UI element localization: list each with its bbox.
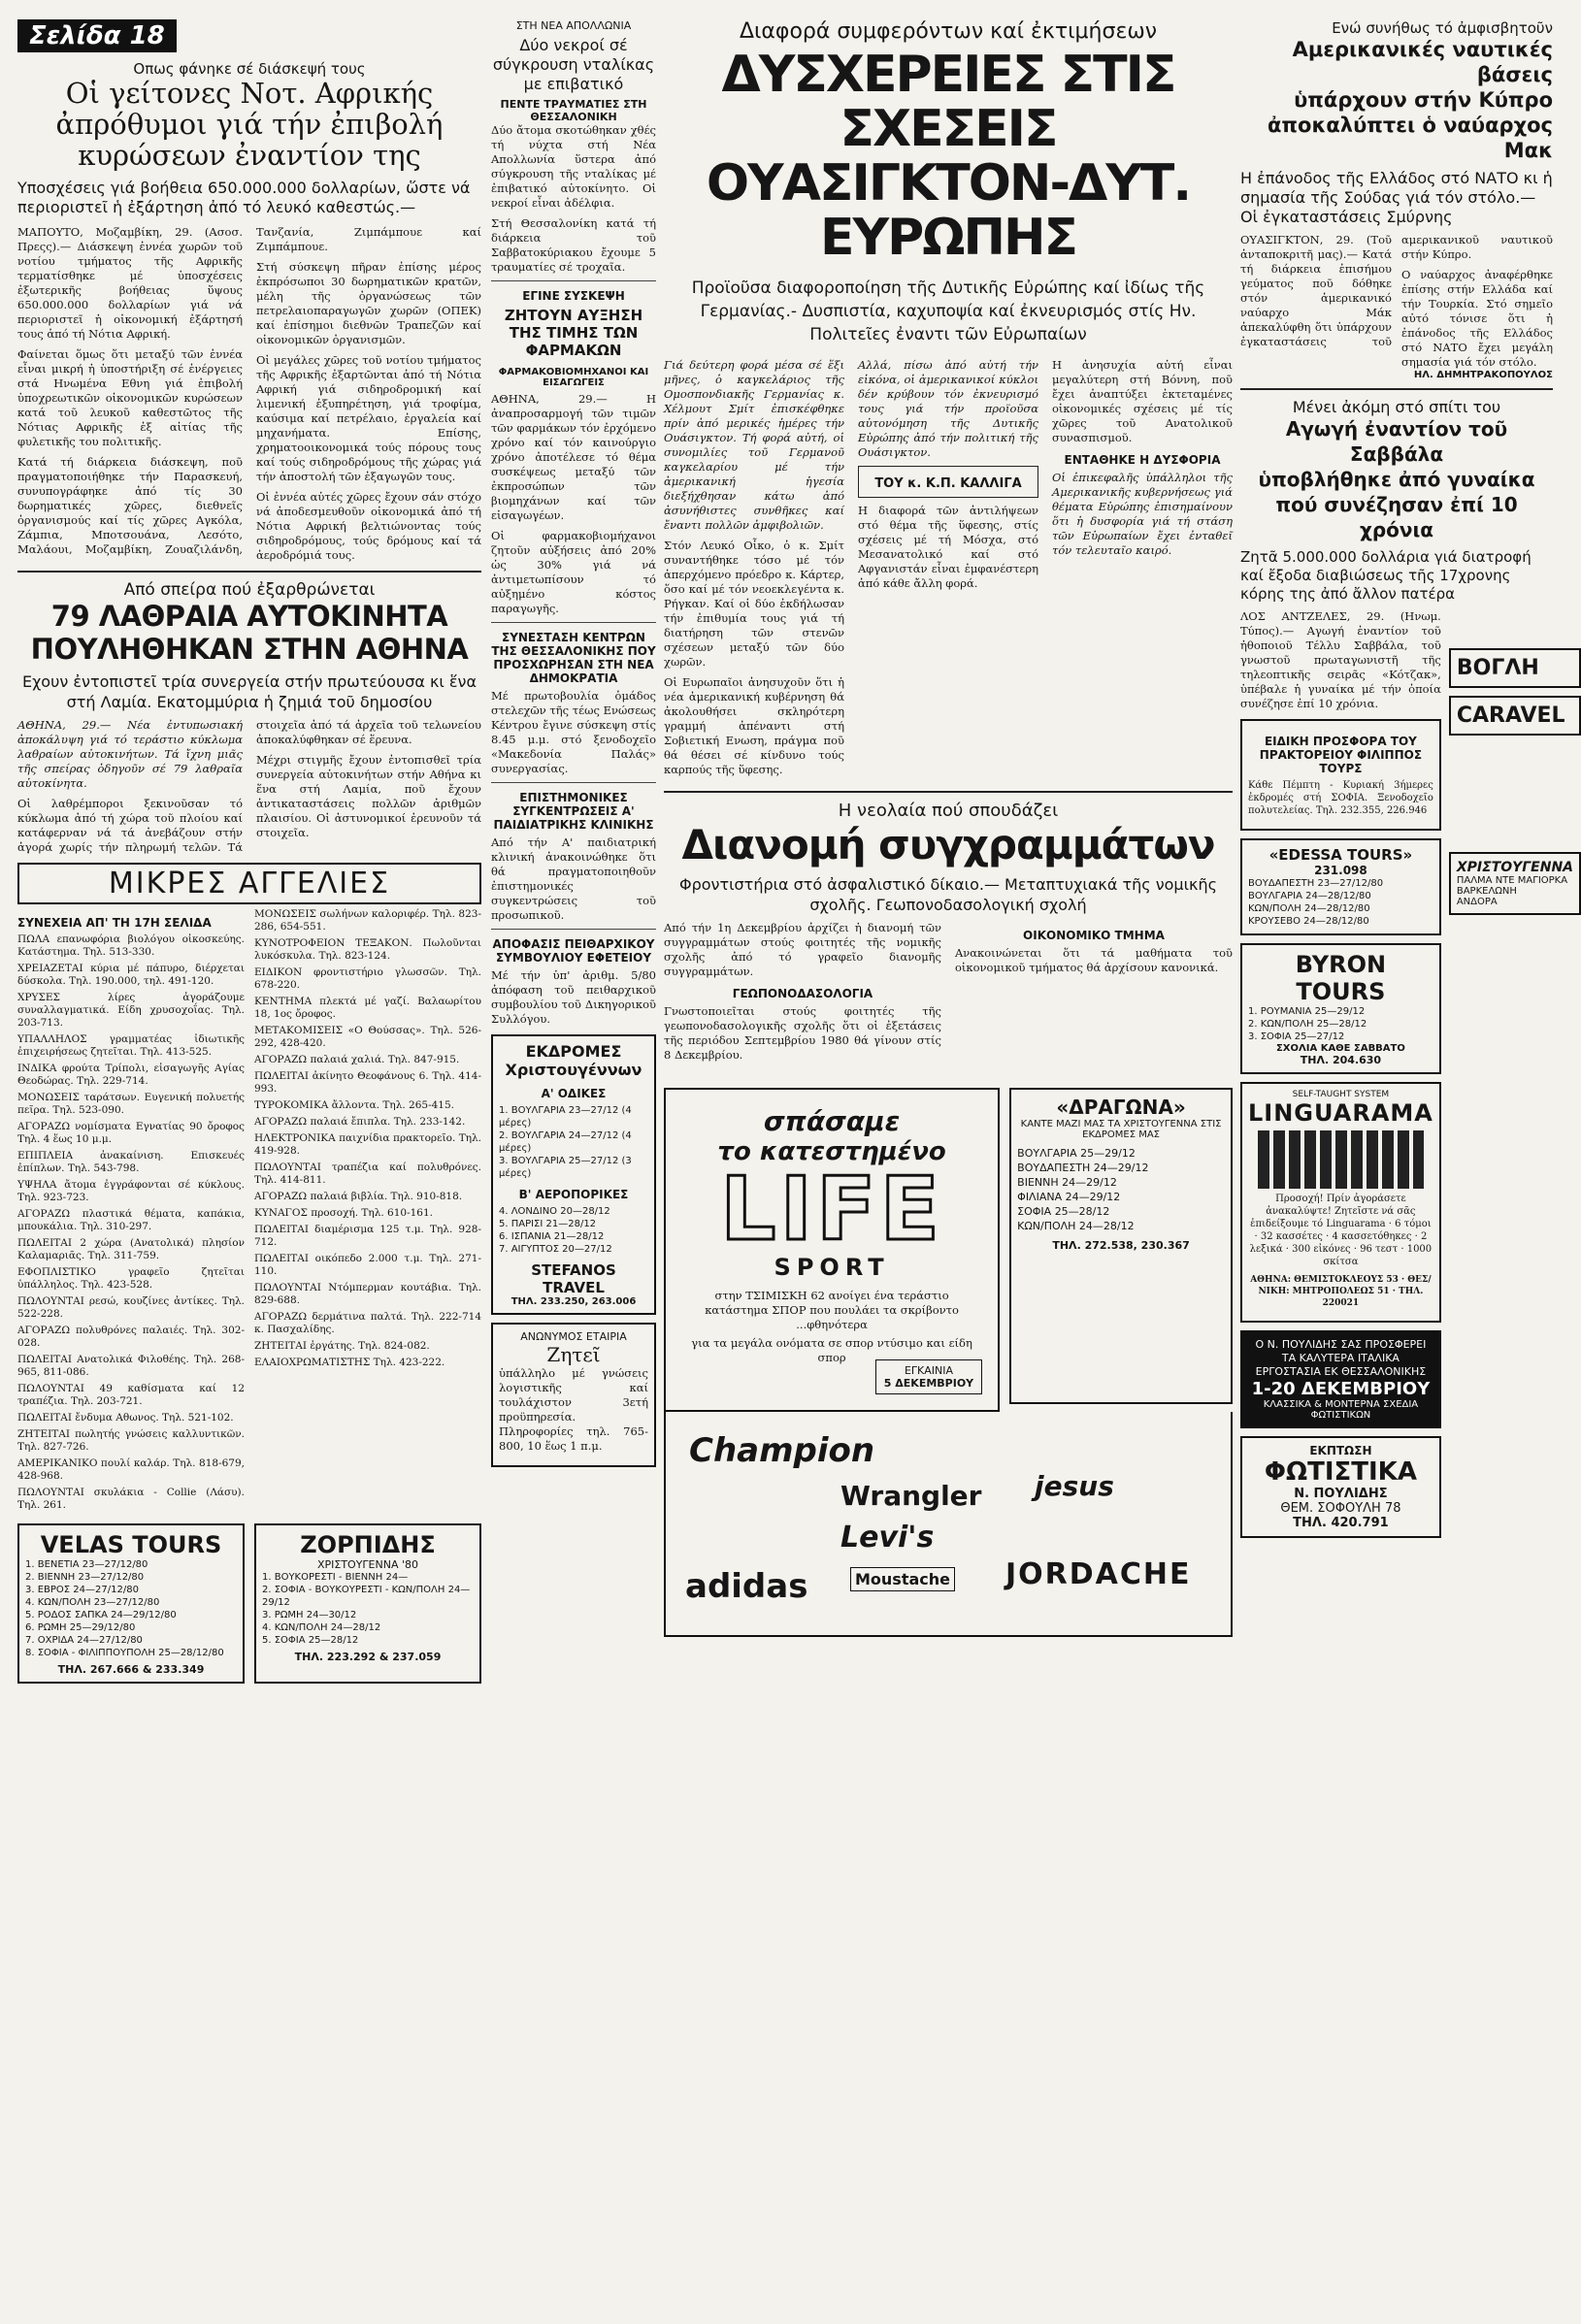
ad-title: «ΔΡΑΓΩΝΑ» — [1056, 1096, 1186, 1119]
paragraph: Στή σύσκεψη πῆραν ἐπίσης μέρος ἐκπρόσωποι 30 δωρηματικῶν κρατῶν, μέλη τῆς ὀργανώσεως τῶν πετρελαιοπαραγωγῶν χωρῶν (ΟΠΕΚ) καί ἐπίσημοι διεθνῶν Τραπεζῶν καί οἰκονομικῶν ὀργανισμῶν. — [256, 260, 481, 346]
ad-list-item: 2. ΣΟΦΙΑ - ΒΟΥΚΟΥΡΕΣΤΙ - ΚΩΝ/ΠΟΛΗ 24—29/12 — [262, 1585, 471, 1608]
classified-ad: ΑΓΟΡΑΖΩ νομίσματα Εγνατίας 90 ὄροφος Τηλ. 4 ἕως 10 μ.μ. — [17, 1121, 245, 1145]
ad-title: ΧΡΙΣΤΟΥΓΕΝΝΑ — [1456, 860, 1574, 875]
ad-list — [1248, 1005, 1433, 1043]
classified-ad: ΑΓΟΡΑΖΩ πλαστικά θέματα, καπάκια, μπουκάλια. Τηλ. 310-297. — [17, 1208, 245, 1232]
ad-list-item: 2. ΚΩΝ/ΠΟΛΗ 25—28/12 — [1248, 1019, 1367, 1030]
article-subhead: Ζητᾶ 5.000.000 δολλάρια γιά διατροφή καί ἔξοδα διαβιώσεως τῆς 17χρονης κόρης της ἀπό ἄλλον πατέρα — [1240, 548, 1532, 603]
life-ad-text: στην ΤΣΙΜΙΣΚΗ 62 ανοίγει ένα τεράστιο κατάστημα ΣΠΟΡ που πουλάει τα σκρίβοντο ...φθηνότερα — [705, 1289, 959, 1331]
ad-list-item: 6. ΙΣΠΑΝΙΑ 21—28/12 — [499, 1231, 605, 1242]
section-heading: ΕΠΙΣΤΗΜΟΝΙΚΕΣ ΣΥΓΚΕΝΤΡΩΣΕΙΣ Α' ΠΑΙΔΙΑΤΡΙΚΗΣ ΚΛΙΝΙΚΗΣ — [493, 791, 654, 832]
paragraph: Αλλά, πίσω ἀπό αὐτή τήν εἰκόνα, οἱ ἀμερικανικοί κύκλοι δέν κρύβουν τόν ἐκνευρισμό τους γιά τήν προϊοῦσα αὐτονόμηση τῆς Δυτικῆς Εὐρώπης ἀπό τήν πολιτική τῆς Ουάσιγκτον. — [858, 358, 1038, 459]
ad-list-item: 3. ΕΒΡΟΣ 24—27/12/80 — [25, 1585, 139, 1595]
ad-list-item: 6. ΡΩΜΗ 25—29/12/80 — [25, 1622, 136, 1633]
article-kicker: Μένει ἀκόμη στό σπίτι του — [1292, 398, 1501, 416]
paragraph: Γιά δεύτερη φορά μέσα σέ ἕξι μῆνες, ὁ καγκελάριος τῆς Ομοσπονδιακῆς Γερμανίας κ. Χέλμουτ Σμίτ ἐπισκέφθηκε πρίν ἀπό μερικές ἡμέρες τήν Ουάσιγκτον. Τή φορά αὐτή, οἱ συνομιλίες τοῦ Γερμανοῦ καγκελαρίου μέ τήν ἀμερικανική ἡγεσία διεξήχθησαν κάτω ἀπό ἀσυνήθιστες συνθῆκες καί ἔναντι πολλῶν ἀμφιβολιῶν. — [664, 358, 844, 532]
section-heading: ΕΓΙΝΕ ΣΥΣΚΕΨΗ — [522, 289, 625, 303]
divider — [491, 929, 656, 930]
life-logo-sport: SPORT — [774, 1254, 890, 1281]
classified-ad: ΕΦΟΠΛΙΣΤΙΚΟ γραφεῖο ζητεῖται ὑπάλληλος. Τηλ. 423-528. — [17, 1266, 245, 1291]
paragraph: Οἱ λαθρέμποροι ξεκινοῦσαν τό κύκλωμα ἀπό τή χώρα τοῦ πλοίου καί κατάφερναν νά τά ἀνεβάζουν στήν ἀγορά χωρίς τήν πληρωμή τελῶν. Τά στοιχεῖα ἀπό τά ἀρχεῖα τοῦ τελωνείου ἀποκαλύφθηκαν σέ ἕρευνα. — [17, 718, 481, 854]
classified-ad: ΖΗΤΕΙΤΑΙ ἐργάτης. Τηλ. 824-082. — [254, 1340, 430, 1352]
classifieds-title: ΜΙΚΡΕΣ ΑΓΓΕΛΙΕΣ — [108, 867, 391, 900]
section-heading: ΟΙΚΟΝΟΜΙΚΟ ΤΜΗΜΑ — [1023, 929, 1165, 942]
headline-line: κυρώσεων ἐναντίον της — [78, 139, 421, 172]
classified-ad: ΠΩΛΕΙΤΑΙ ἀκίνητο Θεοφάνους 6. Τηλ. 414-993. — [254, 1070, 481, 1095]
brand-adidas: adidas — [685, 1567, 808, 1606]
ad-contact: ΤΗΛ. 204.630 — [1300, 1054, 1382, 1066]
paragraph: Οἱ ἐπικεφαλῆς ὑπάλληλοι τῆς Αμερικανικῆς κυβερνήσεως γιά θέματα Εὐρώπης ἐπισημαίνουν ὅτι ἡ δυσφορία γιά τή στάση τῶν Εὐρωπαίων ἔχει ἐνταθεῖ τόν τελευταῖο καιρό. — [1052, 471, 1233, 557]
special-offer-ad — [1240, 719, 1441, 831]
ad-list-item: ΚΩΝ/ΠΟΛΗ 24—28/12/80 — [1248, 903, 1370, 914]
brand-moustache: Moustache — [850, 1567, 955, 1591]
ad-list-item: ΒΟΥΛΓΑΡΙΑ 25—29/12 — [1017, 1147, 1136, 1160]
headline-line: Αγωγή ἐναντίον τοῦ Σαββάλα — [1285, 417, 1508, 466]
column-1 — [17, 19, 481, 1684]
classified-ad: ΥΠΑΛΛΗΛΟΣ γραμματέας ἰδιωτικῆς ἐπιχειρήσεως ζητεῖται. Τηλ. 413-525. — [17, 1033, 245, 1058]
paragraph: Ανακοινώνεται ὅτι τά μαθήματα τοῦ οἰκονομικοῦ τμήματος θά ἀρχίσουν κανονικά. — [955, 946, 1233, 974]
paragraph: Οἱ ἐννέα αὐτές χῶρες ἔχουν σάν στόχο νά ἀποδεσμευθοῦν οἰκονομικά ἀπό τή Νότια Αφρική βελτιώνοντας τούς σιδηροδρόμους, τούς δρόμους καί τά ἀεροδρόμιά τους. — [256, 490, 481, 562]
article-body — [664, 358, 1233, 783]
article-kicker: ΣΤΗ ΝΕΑ ΑΠΟΛΛΩΝΙΑ — [515, 19, 632, 32]
ad-list-item: ΚΩΝ/ΠΟΛΗ 24—28/12 — [1017, 1220, 1135, 1232]
classified-ad: ΑΓΟΡΑΖΩ παλαιά χαλιά. Τηλ. 847-915. — [254, 1054, 460, 1065]
article-headline — [17, 600, 481, 666]
classified-ad: ΠΩΛΕΙΤΑΙ οικόπεδο 2.000 τ.μ. Τηλ. 271-110. — [254, 1253, 481, 1277]
headline-line: ΔΥΣΧΕΡΕΙΕΣ ΣΤΙΣ ΣΧΕΣΕΙΣ — [721, 46, 1175, 158]
classifieds-banner — [17, 863, 481, 904]
classifieds-column — [254, 908, 481, 1516]
paragraph: Στόν Λευκό Οἶκο, ὁ κ. Σμίτ συναντήθηκε τόσο μέ τόν ἀπερχόμενο πρόεδρο κ. Κάρτερ, ὅσο καί μέ τόν νεοεκλεγέντα κ. Ρήγκαν. Καί οἱ δύο ἐκδήλωσαν τήν ἐπιθυμία τους γιά τή διατήρηση τῶν στενῶν σχέσεων μεταξύ τῶν δύο χωρῶν. — [664, 539, 844, 669]
classified-ad: ΠΩΛΟΥΝΤΑΙ ρεσώ, κουζίνες ἀντίκες. Τηλ. 522-228. — [17, 1295, 245, 1320]
headline-line: ὑπάρχουν στήν Κύπρο — [1294, 88, 1553, 112]
ad-subtitle: ΚΑΝΤΕ ΜΑΖΙ ΜΑΣ ΤΑ ΧΡΙΣΤΟΥΓΕΝΝΑ ΣΤΙΣ ΕΚΔΡΟΜΕΣ ΜΑΣ — [1020, 1119, 1222, 1140]
paragraph: Οἱ Ευρωπαῖοι ἀνησυχοῦν ὅτι ἡ νέα ἀμερικανική κυβέρνηση θά ἀκολουθήσει σκληρότερη γραμμή ἀπέναντι στή Σοβιετική Ενωση, πράγμα ποῦ θά θέσει σέ κίνδυνο τούς καρπούς τῆς ὕφεσης. — [664, 675, 844, 776]
brands-strip — [664, 1412, 1233, 1637]
section-heading: ΕΝΤΑΘΗΚΕ Η ΔΥΣΦΟΡΙΑ — [1064, 453, 1221, 467]
brand-jesus: jesus — [1035, 1470, 1114, 1502]
divider — [17, 571, 481, 573]
text-column — [664, 358, 844, 783]
column-2 — [491, 19, 656, 1475]
classified-ad: ΚΥΝΟΤΡΟΦΕΙΟΝ ΤΕΞΑΚΟΝ. Πωλοῦνται λυκόσκυλα. Τηλ. 823-124. — [254, 937, 481, 962]
classified-ad: ΠΩΛΕΙΤΑΙ 2 χώρα (Ανατολικά) πλησίον Καλαμαριᾶς. Τηλ. 311-759. — [17, 1237, 245, 1261]
article-body — [664, 921, 1233, 1068]
side-ads-strip — [1449, 609, 1581, 1546]
article-headline — [1240, 37, 1553, 163]
zorpidis-ad — [254, 1523, 481, 1684]
ad-list-item: 1. ΡΟΥΜΑΝΙΑ 25—29/12 — [1248, 1006, 1366, 1017]
classified-ad: ΥΨΗΛΑ ἄτομα ἐγγράφονται σέ κύκλους. Τηλ. 923-723. — [17, 1179, 245, 1203]
ad-title: ΖΟΡΠΙΔΗΣ — [300, 1531, 436, 1558]
column-3 — [664, 19, 1233, 1637]
ad-list-item: ΒΟΥΔΑΠΕΣΤΗ 24—29/12 — [1017, 1162, 1149, 1174]
classified-ad: ΗΛΕΚΤΡΟΝΙΚΑ παιχνίδια πρακτορεῖο. Τηλ. 419-928. — [254, 1132, 481, 1157]
company-ad — [491, 1323, 656, 1467]
ad-text: Ο Ν. ΠΟΥΛΙΔΗΣ ΣΑΣ ΠΡΟΣΦΕΡΕΙ ΤΑ ΚΑΛΥΤΕΡΑ ΙΤΑΛΙΚΑ ΕΡΓΟΣΤΑΣΙΑ ΕΚ ΘΕΣΣΑΛΟΝΙΚΗΣ — [1255, 1338, 1427, 1378]
classified-ad: ΕΛΑΙΟΧΡΩΜΑΤΙΣΤΗΣ Τηλ. 423-222. — [254, 1357, 445, 1368]
dragona-ad — [1009, 1088, 1233, 1404]
brand-wrangler: Wrangler — [840, 1480, 982, 1512]
ad-brand: STEFANOS TRAVEL — [531, 1261, 616, 1296]
byline: ΗΛ. ΔΗΜΗΤΡΑΚΟΠΟΥΛΟΣ — [1413, 370, 1553, 380]
ad-list-item: ΒΟΥΔΑΠΕΣΤΗ 23—27/12/80 — [1248, 878, 1384, 889]
opening-date-box — [875, 1359, 982, 1394]
classified-ad: ΜΕΤΑΚΟΜΙΣΕΙΣ «Ο Θούσσας». Τηλ. 526-292, 428-420. — [254, 1025, 481, 1049]
life-ad-line: το κατεστημένο — [717, 1137, 946, 1166]
excursions-ad — [491, 1034, 656, 1315]
headline-line: ἀποκαλύπτει ὁ ναύαρχος Μακ — [1267, 114, 1553, 162]
life-sport-ad — [664, 1088, 1000, 1412]
paragraph: Μέχρι στιγμῆς ἔχουν ἐντοπισθεῖ τρία συνεργεία αὐτοκινήτων στήν Αθήνα κι ἕνα στή Λαμία, ποῦ ἔχουν ἀντικαταστάσεις πολλῶν ἀριθμῶν πλαισίου. Οἱ ἀστυνομικοί ἐρευνοῦν τά στοιχεῖα. — [256, 753, 481, 839]
classified-ad: ΕΙΔΙΚΟΝ φροντιστήριο γλωσσῶν. Τηλ. 678-220. — [254, 966, 481, 991]
column-4 — [1240, 19, 1574, 1546]
article-subhead: ΠΕΝΤΕ ΤΡΑΥΜΑΤΙΕΣ ΣΤΗ ΘΕΣΣΑΛΟΝΙΚΗ — [500, 98, 647, 123]
ad-list-item: 3. ΡΩΜΗ 24—30/12 — [262, 1610, 357, 1620]
headline-line: 79 ΛΑΘΡΑΙΑ ΑΥΤΟΚΙΝΗΤΑ — [50, 600, 448, 633]
classified-ad: ΕΠΙΠΛΕΙΑ ἀνακαίνιση. Επισκευές ἐπίπλων. Τηλ. 543-798. — [17, 1150, 245, 1174]
paragraph: Η ἀνησυχία αὐτή εἶναι μεγαλύτερη στή Βόννη, ποῦ ἔχει ἀναπτύξει ἐκτεταμένες οἰκονομικές σχέσεις μέ τίς χῶρες τοῦ Ανατολικοῦ συνασπισμοῦ. — [1052, 358, 1233, 444]
headline-line: πού συνέζησαν ἐπί 10 χρόνια — [1275, 493, 1518, 541]
ad-title: BYRON TOURS — [1295, 951, 1387, 1005]
divider — [664, 791, 1233, 793]
ad-title: ΒΟΓΛΗ — [1456, 656, 1539, 680]
ad-list-item: 3. ΣΟΦΙΑ 25—27/12 — [1248, 1031, 1345, 1042]
brand-champion: Champion — [689, 1431, 875, 1470]
paragraph: Φαίνεται ὅμως ὅτι μεταξύ τῶν ἐννέα εἶναι μικρή ἡ ὑποστήριξη σέ ἐνέργειες στά Ηνωμένα Εθνη γιά ἐπιβολή ὑποχρεωτικῶν οἰκονομικῶν κυρώσεων κατά τοῦ λευκοῦ καθεστῶτος τῆς Νότιας Αφρικῆς ἐξ αἰτίας τῆς φυλετικῆς του πολιτικῆς. — [17, 347, 243, 448]
brand-jordache: JORDACHE — [1005, 1557, 1192, 1591]
headline-line: ἀπρόθυμοι γιά τήν ἐπιβολή — [55, 108, 444, 141]
opening-label: ΕΓΚΑΙΝΙΑ — [904, 1364, 953, 1377]
ad-list-item: 1. ΒΟΥΛΓΑΡΙΑ 23—27/12 (4 μέρες) — [499, 1105, 632, 1129]
section-heading: ΑΠΟΦΑΣΙΣ ΠΕΙΘΑΡΧΙΚΟΥ ΣΥΜΒΟΥΛΙΟΥ ΕΦΕΤΕΙΟΥ — [492, 937, 655, 965]
article-subhead: Η ἐπάνοδος τῆς Ελλάδος στό ΝΑΤΟ κι ἡ σημασία τῆς Σούδας γιά τόν στόλο.— Οἱ ἐγκαταστάσεις Σμύρνης — [1240, 169, 1553, 226]
section-heading: ΓΕΩΠΟΝΟΔΑΣΟΛΟΓΙΑ — [732, 987, 873, 1000]
classified-ad: ΑΓΟΡΑΖΩ παλαιά ἔπιπλα. Τηλ. 233-142. — [254, 1116, 466, 1128]
ad-contact: ΑΘΗΝΑ: ΘΕΜΙΣΤΟΚΛΕΟΥΣ 53 · ΘΕΣ/ΝΙΚΗ: ΜΗΤΡΟΠΟΛΕΩΣ 51 · ΤΗΛ. 220021 — [1250, 1275, 1432, 1308]
ad-list — [1017, 1146, 1225, 1233]
christmas-ad — [1449, 852, 1581, 915]
ad-section: Β' ΑΕΡΟΠΟΡΙΚΕΣ — [518, 1188, 629, 1201]
article-headline — [664, 48, 1233, 265]
divider — [491, 782, 656, 783]
velas-tours-ad — [17, 1523, 245, 1684]
text-column — [664, 921, 941, 1068]
ad-list — [262, 1571, 474, 1647]
paragraph: Οἱ φαρμακοβιομήχανοι ζητοῦν αὐξήσεις ἀπό 20% ὡς 30% γιά νά ἀντιμετωπίσουν τό αὐξημένο κόστος παραγωγῆς. — [491, 529, 656, 615]
paragraph: Από τήν Α' παιδιατρική κλινική ἀνακοινώθηκε ὅτι θά πραγματοποιηθοῦν ἐπιστημονικές συγκεντρώσεις τοῦ προσωπικοῦ. — [491, 835, 656, 922]
classified-ad: ΠΩΛΑ επανωφόρια βιολόγου οἰκοσκεύης. Κατάστημα. Τηλ. 513-330. — [17, 933, 245, 958]
ad-text: Κάθε Πέμπτη - Κυριακή 3ήμερες ἐκδρομές στή ΣΟΦΙΑ. Ξενοδοχεῖο πολυτελείας. Τηλ. 232.355, 226.946 — [1248, 780, 1433, 816]
classified-ad: ΤΥΡΟΚΟΜΙΚΑ ἄλλοντα. Τηλ. 265-415. — [254, 1099, 454, 1111]
paragraph: Δύο ἄτομα σκοτώθηκαν χθές τή νύχτα στή Νέα Απολλωνία ὕστερα ἀπό σύγκρουση τῆς νταλίκας μέ ἐπιβατικό αὐτοκίνητο. Οἱ νεκροί εἶναι ἀδέλφια. — [491, 123, 656, 210]
divider — [491, 280, 656, 281]
article-subhead: Εχουν ἐντοπιστεῖ τρία συνεργεία στήν πρωτεύουσα κι ἕνα στή Λαμία. Εκατομμύρια ἡ ζημιά τοῦ δημοσίου — [21, 672, 478, 711]
life-ad-line: σπάσαμε — [763, 1105, 901, 1137]
paragraph: Κατά τή διάρκεια διάσκεψη, ποῦ πραγματοποιήθηκε τήν Παρασκευή, συνυπογράφηκε ἀπό τίς 30 δωρηματικές χῶρες, διεθνεῖς ὀργανισμούς καί τίς χῶρες Αγκόλα, Ζάμπια, Μποτσουάνα, Λεσότο, Μαλάουι, Μοζαμβίκη, Ζουαζιλάνδη, Τανζανία, Ζιμπάμπουε καί Ζιμπάμπουε. — [17, 225, 481, 556]
paragraph: Ο ναύαρχος ἀναφέρθηκε ἐπίσης στήν Ελλάδα καί τήν Τουρκία. Στό σημεῖο αὐτό τόνισε ὅτι ἡ ἐπάνοδος τῆς Ελλάδος στό ΝΑΤΟ ἔχει μεγάλη σημασία γιά τόν στόλο. — [1401, 268, 1553, 369]
classified-ad: ΠΩΛΟΥΝΤΑΙ τραπέζια καί πολυθρόνες. Τηλ. 414-811. — [254, 1162, 481, 1186]
article-body — [17, 718, 481, 855]
caravel-ad — [1449, 696, 1581, 736]
ad-title: ΕΙΔΙΚΗ ΠΡΟΣΦΟΡΑ ΤΟΥ ΠΡΑΚΤΟΡΕΙΟΥ ΦΙΛΙΠΠΟΣ ΤΟΥΡΣ — [1259, 735, 1423, 775]
classified-ad: ΙΝΔΙΚΑ φρούτα Τρίπολι, εἰσαγωγῆς Αγίας Θεοδώρας. Τηλ. 229-714. — [17, 1063, 245, 1087]
divider — [491, 622, 656, 623]
headline-line: ΠΟΥΛΗΘΗΚΑΝ ΣΤΗΝ ΑΘΗΝΑ — [30, 633, 469, 666]
article-headline: Δύο νεκροί σέ σύγκρουση νταλίκας με επιβατικό — [492, 36, 655, 93]
article-kicker: Διαφορά συμφερόντων καί ἐκτιμήσεων — [739, 19, 1158, 44]
ad-title: ΕΚΔΡΟΜΕΣ Χριστουγέννων — [505, 1042, 642, 1079]
headline-line: Αμερικανικές ναυτικές βάσεις — [1292, 38, 1553, 86]
classified-ad: ΑΓΟΡΑΖΩ παλαιά βιβλία. Τηλ. 910-818. — [254, 1191, 463, 1202]
classified-ad: ΚΕΝΤΗΜΑ πλεκτά μέ γαζί. Βαλαωρίτου 18, 1ος ὄροφος. — [254, 996, 481, 1020]
article-body — [17, 225, 481, 563]
paragraph: Μέ πρωτοβουλία ὁμάδος στελεχῶν τῆς τέως Ενώσεως Κέντρου ἔγινε σύσκεψη στίς 8.45 μ.μ. στό ξενοδοχεῖο «Μακεδονία Παλάς» συνεργασίας. — [491, 689, 656, 775]
paragraph: Μέ τήν ὑπ' ἀριθμ. 5/80 ἀπόφαση τοῦ πειθαρχικοῦ συμβουλίου τοῦ Δικηγορικοῦ Συλλόγου. — [491, 968, 656, 1026]
ad-subtitle: SELF-TAUGHT SYSTEM — [1292, 1090, 1390, 1099]
vogli-ad — [1449, 648, 1581, 688]
ad-contact: ΤΗΛ. 420.791 — [1293, 1516, 1389, 1530]
ad-list-item: 2. ΒΙΕΝΝΗ 23—27/12/80 — [25, 1572, 145, 1583]
classified-ad: ΠΩΛΕΙΤΑΙ διαμέρισμα 125 τ.μ. Τηλ. 928-712. — [254, 1224, 481, 1248]
ad-contact: ΤΗΛ. 267.666 & 233.349 — [57, 1663, 205, 1676]
classified-ad: ΑΓΟΡΑΖΩ πολυθρόνες παλαιές. Τηλ. 302-028. — [17, 1325, 245, 1349]
ad-subtitle: ΧΡΙΣΤΟΥΓΕΝΝΑ '80 — [316, 1558, 419, 1571]
ad-list-item: 7. ΟΧΡΙΔΑ 24—27/12/80 — [25, 1635, 143, 1646]
page-number-label: Σελίδα 18 — [17, 19, 177, 52]
text-column — [858, 358, 1038, 783]
ad-list — [499, 1104, 648, 1180]
ad-section: Α' ΟΔΙΚΕΣ — [541, 1087, 607, 1100]
life-ad-text: για τα μεγάλα ονόματα σε σπορ ντύσιμο και είδη σπορ — [691, 1336, 972, 1364]
ad-contact: ΤΗΛ. 223.292 & 237.059 — [294, 1651, 442, 1663]
paragraph: Γνωστοποιεῖται στούς φοιτητές τῆς γεωπονοδασολογικῆς σχολῆς ὅτι οἱ ἐξετάσεις τῆς περιόδου Σεπτεμβρίου 1980 θά γίνουν στίς 8 Δεκεμβρίου. — [664, 1004, 941, 1062]
book-set-illustration — [1258, 1130, 1424, 1189]
ad-text: Προσοχή! Πρίν ἀγοράσετε ἀνακαλύψτε! Ζητεῖστε νά σᾶς ἐπιδείξουμε τό Linguarama · 6 τόμοι · 32 κασσέτες · 4 κασσετόθηκες · 2 λεξικά · 300 εἰκόνες · 96 τεστ · 1000 σκίτσα — [1249, 1194, 1433, 1267]
ad-list-item: 2. ΒΟΥΛΓΑΡΙΑ 24—27/12 (4 μέρες) — [499, 1130, 632, 1154]
ad-list-item: 3. ΒΟΥΛΓΑΡΙΑ 25—27/12 (3 μέρες) — [499, 1156, 632, 1179]
paragraph: Από τήν 1η Δεκεμβρίου ἀρχίζει ἡ διανομή τῶν συγγραμμάτων στούς φοιτητές τῆς νομικῆς σχολῆς ἀπό τό γραφεῖο διανομῆς συγγραμμάτων. — [664, 921, 941, 978]
classifieds-column — [17, 908, 245, 1516]
ad-address: ΘΕΜ. ΣΟΦΟΥΛΗ 78 — [1280, 1501, 1401, 1516]
classified-ad: ΑΜΕΡΙΚΑΝΙΚΟ πουλί καλάρ. Τηλ. 818-679, 428-968. — [17, 1457, 245, 1482]
article-subhead: Υποσχέσεις γιά βοήθεια 650.000.000 δολλαρίων, ὥστε νά περιοριστεῖ ἡ ἐξάρτηση ἀπό τό λευκό καθεστώς.— — [17, 179, 471, 216]
ad-phone: 231.098 — [1314, 864, 1367, 877]
ad-list-item: 4. ΛΟΝΔΙΝΟ 20—28/12 — [499, 1206, 610, 1217]
ad-title: CARAVEL — [1456, 704, 1565, 728]
ad-list-item: 4. ΚΩΝ/ΠΟΛΗ 23—27/12/80 — [25, 1597, 160, 1608]
ad-list-item: 1. ΒΕΝΕΤΙΑ 23—27/12/80 — [25, 1559, 148, 1570]
classified-ad: ΚΥΝΑΓΟΣ προσοχή. Τηλ. 610-161. — [254, 1207, 434, 1219]
paragraph: ΛΟΣ ΑΝΤΖΕΛΕΣ, 29. (Ηνωμ. Τύπος).— Αγωγή ἐναντίον τοῦ ἠθοποιοῦ Τέλλυ Σαββάλα, τοῦ γνωστοῦ πρωταγωνιστῆ τῆς τηλεοπτικῆς σειρᾶς «Κότζακ», ὑπέβαλε ἡ γυναίκα μέ τήν ὁποία συνέζησε ἐπί 10 χρόνια. — [1240, 609, 1441, 710]
article-headline: Διανομή συγχραμμάτων — [681, 821, 1215, 868]
classified-ad: ΧΡΥΣΕΣ λίρες ἀγοράζουμε συναλλαγματικά. Είδη χρυσοχοΐας. Τηλ. 203-713. — [17, 992, 245, 1029]
ad-list-item: ΒΙΕΝΝΗ 24—29/12 — [1017, 1176, 1117, 1189]
classified-ad: ΠΩΛΟΥΝΤΑΙ Ντόμπερμαν κουτάβια. Τηλ. 829-688. — [254, 1282, 481, 1306]
ad-list-item: 5. ΣΟΦΙΑ 25—28/12 — [262, 1635, 359, 1646]
paragraph: ΑΘΗΝΑ, 29.— Νέα ἐντυπωσιακή ἀποκάλυψη γιά τό τεράστιο κύκλωμα λαθραίων αὐτοκινήτων. Τά ἴχνη μιᾶς τῆς σπείρας ὁδηγοῦν σέ 79 λαθραῖα αὐτοκίνητα. — [17, 718, 243, 790]
ads-row — [664, 1078, 1233, 1412]
divider — [1240, 388, 1553, 390]
article-subhead: Φροντιστήρια στό ἀσφαλιστικό δίκαιο.— Μεταπτυχιακά τῆς νομικῆς σχολῆς. Γεωπονοδασολογική σχολή — [679, 875, 1217, 914]
section-heading: ΣΥΝΕΣΤΑΣΗ ΚΕΝΤΡΩΝ ΤΗΣ ΘΕΣΣΑΛΟΝΙΚΗΣ ΠΟΥ ΠΡΟΣΧΩΡΗΣΑΝ ΣΤΗ ΝΕΑ ΔΗΜΟΚΡΑΤΙΑ — [491, 631, 656, 685]
article-body — [1240, 233, 1553, 370]
ad-list — [499, 1205, 648, 1256]
article-headline — [1240, 416, 1553, 542]
ad-list — [1248, 877, 1433, 928]
classified-ad: ΑΓΟΡΑΖΩ δερμάτινα παλτά. Τηλ. 222-714 κ. Πασχαλίδης. — [254, 1311, 481, 1335]
article-headline: ΖΗΤΟΥΝ ΑΥΞΗΣΗ ΤΗΣ ΤΙΜΗΣ ΤΩΝ ΦΑΡΜΑΚΩΝ — [504, 307, 643, 359]
ad-list-item: 4. ΚΩΝ/ΠΟΛΗ 24—28/12 — [262, 1622, 381, 1633]
classified-ad: ΖΗΤΕΙΤΑΙ πωλητής γνώσεις καλλυντικῶν. Τηλ. 827-726. — [17, 1428, 245, 1453]
paragraph: Η διαφορά τῶν ἀντιλήψεων στό θέμα τῆς ὕφεσης, στίς σχέσεις μέ τή Μόσχα, στό Μεσανατολικό καί στό Αφγανιστάν εἶναι ἐμφανέστερη ἀπό κάθε ἄλλη φορά. — [858, 504, 1038, 590]
ad-sale: ΕΚΠΤΩΣΗ — [1309, 1444, 1372, 1457]
classified-ad: ΠΩΛΟΥΝΤΑΙ 49 καθίσματα καί 12 τραπέζια. Τηλ. 203-721. — [17, 1383, 245, 1407]
travel-ads-row — [17, 1523, 481, 1684]
article-headline — [17, 78, 481, 171]
poulidis-ad — [1240, 1330, 1441, 1428]
paragraph: ΑΘΗΝΑ, 29.— Η ἀναπροσαρμογή τῶν τιμῶν τῶν φαρμάκων τόν ἐρχόμενο χρόνο καί τόν καινούργιο χρόνο ἀποτέλεσε τό θέμα συσκέψεως μεταξύ τῶν ἐκπροσώπων τῶν βιομηχάνων καί τῶν εἰσαγωγέων. — [491, 392, 656, 522]
ad-list-item: 5. ΡΟΔΟΣ ΣΑΠΚΑ 24—29/12/80 — [25, 1610, 177, 1620]
ad-note: ΣΧΟΛΙΑ ΚΑΘΕ ΣΑΒΒΑΤΟ — [1275, 1043, 1405, 1054]
paragraph: ΜΑΠΟΥΤΟ, Μοζαμβίκη, 29. (Ασοσ. Πρεςς).— Διάσκεψη ἐννέα χωρῶν τοῦ νοτίου τμήματος τῆς Αφρικῆς τερματίσθηκε μέ ὑποσχέσεις ἐξωτερικῆς βοήθειας ὕψους 650.000.000 δολλαρίων γιά νά περιοριστεῖ ἡ οἰκονομική ἐξάρτησή τους ἀπό τή Νότια Αφρική. — [17, 225, 243, 341]
ad-list-item: 1. ΒΟΥΚΟΡΕΣΤΙ - ΒΙΕΝΝΗ 24— — [262, 1572, 409, 1583]
paragraph: Οἱ μεγάλες χῶρες τοῦ νοτίου τμήματος τῆς Αφρικῆς ἐξαρτῶνται ἀπό τή Νότια Αφρική γιά σιδηροδρομική καί λιμενική ἐξυπηρέτηση, γιά τροφίμα, καύσιμα καί πετρέλαιο, ἐργαλεία καί μηχανήματα. Επίσης, χρηματοοικονομικά τούς πόρους τους καί τούς σιδηροδρόμους τῆς χώρας γιά τήν ἀποστολή τῶν ἐξαγωγῶν τους. — [256, 353, 481, 483]
ad-list-item: 7. ΑΙΓΥΠΤΟΣ 20—27/12 — [499, 1244, 612, 1255]
classified-ad: ΠΩΛΟΥΝΤΑΙ σκυλάκια - Collie (Λάσυ). Τηλ. 261. — [17, 1487, 245, 1511]
ad-title: LINGUARAMA — [1248, 1099, 1433, 1127]
ad-contact: ΤΗΛ. 272.538, 230.367 — [1052, 1239, 1190, 1252]
ad-dates: 1-20 ΔΕΚΕΜΒΡΙΟΥ — [1251, 1379, 1431, 1399]
classified-ad: ΠΩΛΕΙΤΑΙ ἔνδυμα Αθωνος. Τηλ. 521-102. — [17, 1412, 234, 1424]
life-ad-header — [666, 1105, 998, 1166]
byline-box — [858, 466, 1038, 498]
article-subhead: Προϊοῦσα διαφοροποίηση τῆς Δυτικῆς Εὐρώπης καί ἰδίως τῆς Γερμανίας.- Δυσπιστία, καχυποψία καί ἐκνευρισμός στίς Ην. Πολιτεῖες ἐναντι τῶν Εὐρωπαίων — [691, 278, 1205, 344]
ad-list-item: ΒΟΥΛΓΑΡΙΑ 24—28/12/80 — [1248, 891, 1371, 901]
headline-line: ΟΥΑΣΙΓΚΤΟΝ-ΔΥΤ. ΕΥΡΩΠΗΣ — [706, 154, 1191, 267]
ad-title: ΑΝΩΝΥΜΟΣ ΕΤΑΙΡΙΑ — [520, 1330, 627, 1343]
opening-date: 5 ΔΕΚΕΜΒΡΙΟΥ — [883, 1377, 974, 1390]
headline-line: Οἱ γείτονες Νοτ. Αφρικής — [65, 77, 434, 110]
article-kicker: Από σπείρα πού ἐξαρθρώνεται — [123, 580, 376, 600]
lower-section — [1240, 609, 1574, 1546]
byron-tours-ad — [1240, 943, 1441, 1074]
ad-list-item: 5. ΠΑΡΙΣΙ 21—28/12 — [499, 1219, 597, 1229]
edessa-tours-ad — [1240, 838, 1441, 935]
linguarama-ad — [1240, 1082, 1441, 1323]
paragraph: ΟΥΑΣΙΓΚΤΟΝ, 29. (Τοῦ ἀνταποκριτῆ μας).— Κατά τή διάρκεια ἐπισήμου γεύματος ποῦ δόθηκε στόν ἀμερικανικό ναύαρχο Μάκ ἀπεκαλύφθη ὅτι ὑπάρχουν ἐγκαταστάσεις τοῦ αμερικανικοῦ ναυτικοῦ στήν Κύπρο. — [1240, 233, 1553, 348]
article-kicker: Οπως φάνηκε σέ διάσκεψή τους — [133, 60, 366, 78]
article-kicker: Ενώ συνήθως τό ἀμφισβητοῦν — [1332, 19, 1553, 37]
ad-title: ΦΩΤΙΣΤΙΚΑ — [1264, 1457, 1417, 1487]
ad-title: «EDESSA TOURS» — [1268, 846, 1413, 864]
classifieds-continued: ΣΥΝΕΧΕΙΑ ΑΠ' ΤΗ 17Η ΣΕΛΙΔΑ — [17, 916, 212, 930]
ad-title: VELAS TOURS — [40, 1531, 222, 1558]
ad-line: ΑΝΔΟΡΑ — [1456, 897, 1498, 907]
classifieds — [17, 908, 481, 1516]
ad-subtitle: Ζητεῖ — [546, 1343, 601, 1366]
classified-ad: ΧΡΕΙΑΖΕΤΑΙ κύρια μέ πάπυρο, διέρχεται δύσκολα. Τηλ. 190.000, τηλ. 491-120. — [17, 963, 245, 987]
ad-list-item: ΚΡΟΥΣΕΒΟ 24—28/12/80 — [1248, 916, 1369, 927]
main-subcolumn — [1240, 609, 1441, 1546]
ad-name: Ν. ΠΟΥΛΙΔΗΣ — [1294, 1487, 1388, 1501]
ad-line: ΒΑΡΚΕΛΩΝΗ — [1456, 886, 1517, 897]
text-column — [955, 921, 1233, 1068]
classified-ad: ΜΟΝΩΣΕΙΣ ταράτσων. Ευγενική πολυετής πεῖρα. Τηλ. 523-090. — [17, 1092, 245, 1116]
paragraph: Στή Θεσσαλονίκη κατά τή διάρκεια τοῦ Σαββατοκύριακου ἔχουμε 5 τραυματίες σέ τροχαῖα. — [491, 216, 656, 274]
fotistika-ad — [1240, 1436, 1441, 1538]
byline: ΤΟΥ κ. Κ.Π. ΚΑΛΛΙΓΑ — [874, 476, 1022, 491]
ad-subtitle: ΚΛΑΣΣΙΚΑ & ΜΟΝΤΕΡΝΑ ΣΧΕΔΙΑ ΦΩΤΙΣΤΙΚΩΝ — [1263, 1399, 1419, 1421]
ad-list-item: ΣΟΦΙΑ 25—28/12 — [1017, 1205, 1110, 1218]
paragraph: ὑπάλληλο μέ γνώσεις λογιστικῆς καί τουλάχιστον 3ετή προϋπηρεσία. Πληροφορίες τηλ. 765-800, 10 ἕως 1 π.μ. — [499, 1366, 648, 1453]
ad-list — [25, 1558, 237, 1659]
article-kicker: Η νεολαία πού σπουδάζει — [838, 801, 1059, 821]
text-column — [1052, 358, 1233, 783]
classified-ad: ΜΟΝΩΣΕΙΣ σωλήνων καλοριφέρ. Τηλ. 823-286, 654-551. — [254, 908, 481, 933]
brand-levis: Levi's — [840, 1521, 935, 1555]
section-heading: ΦΑΡΜΑΚΟΒΙΟΜΗΧΑΝΟΙ ΚΑΙ ΕΙΣΑΓΩΓΕΙΣ — [498, 367, 649, 388]
page-flag — [17, 19, 481, 52]
ad-line: ΠΑΛΜΑ ΝΤΕ ΜΑΓΙΟΡΚΑ — [1456, 875, 1568, 886]
life-logo: LIFE — [720, 1159, 943, 1260]
classified-ad: ΠΩΛΕΙΤΑΙ Ανατολικά Φιλοθέης. Τηλ. 268-965, 811-086. — [17, 1354, 245, 1378]
headline-line: ὑποβλήθηκε ἀπό γυναίκα — [1258, 468, 1535, 491]
ad-list-item: ΦΙΛΙΑΝΑ 24—29/12 — [1017, 1191, 1121, 1203]
ad-contact: ΤΗΛ. 233.250, 263.006 — [511, 1296, 637, 1307]
ad-list-item: 8. ΣΟΦΙΑ - ΦΙΛΙΠΠΟΥΠΟΛΗ 25—28/12/80 — [25, 1648, 224, 1658]
